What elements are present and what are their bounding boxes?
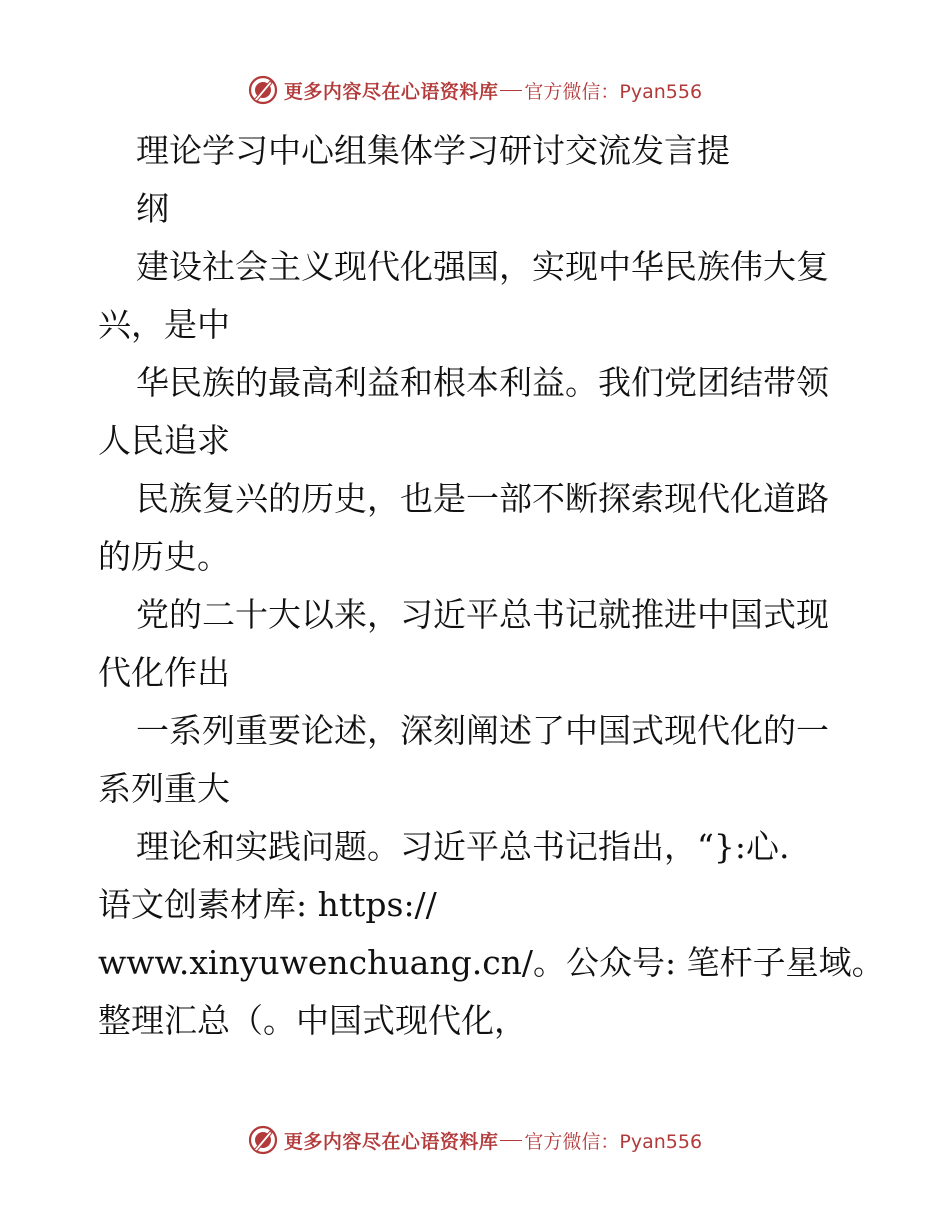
watermark-dash	[500, 90, 522, 91]
watermark-official: 官方微信：Pyan556	[524, 80, 703, 103]
text-line: 建设社会主义现代化强国，实现中华民族伟大复	[136, 247, 829, 286]
title-line-2: 纲	[136, 189, 169, 228]
text-line: 华民族的最高利益和根本利益。我们党团结带领	[136, 363, 829, 402]
text-line: www.xinyuwenchuang.cn/。公众号: 笔杆子星域。	[98, 943, 885, 982]
watermark-official: 官方微信：Pyan556	[524, 1130, 703, 1153]
watermark-text: 更多内容尽在心语资料库	[283, 1130, 499, 1153]
title-line-1: 理论学习中心组集体学习研讨交流发言提	[136, 131, 730, 170]
quill-logo-icon	[248, 75, 278, 105]
text-line: 兴，是中	[98, 305, 230, 344]
watermark-dash	[500, 1140, 522, 1141]
text-line: 的历史。	[98, 537, 230, 576]
document-body	[98, 122, 885, 1050]
text-line: 一系列重要论述，深刻阐述了中国式现代化的一	[136, 711, 829, 750]
text-line: 整理汇总（。中国式现代化，	[98, 1001, 527, 1040]
text-line: 民族复兴的历史，也是一部不断探索现代化道路	[136, 479, 829, 518]
text-line: 系列重大	[98, 769, 230, 808]
quill-logo-icon	[248, 1125, 278, 1155]
text-line: 代化作出	[98, 653, 230, 692]
header-watermark	[0, 70, 950, 110]
text-line: 语文创素材库: https://	[98, 885, 437, 924]
text-line: 理论和实践问题。习近平总书记指出，“}:心.	[136, 827, 790, 866]
text-line: 人民追求	[98, 421, 230, 460]
watermark-text: 更多内容尽在心语资料库	[283, 80, 499, 103]
footer-watermark	[0, 1120, 950, 1160]
text-line: 党的二十大以来，习近平总书记就推进中国式现	[136, 595, 829, 634]
